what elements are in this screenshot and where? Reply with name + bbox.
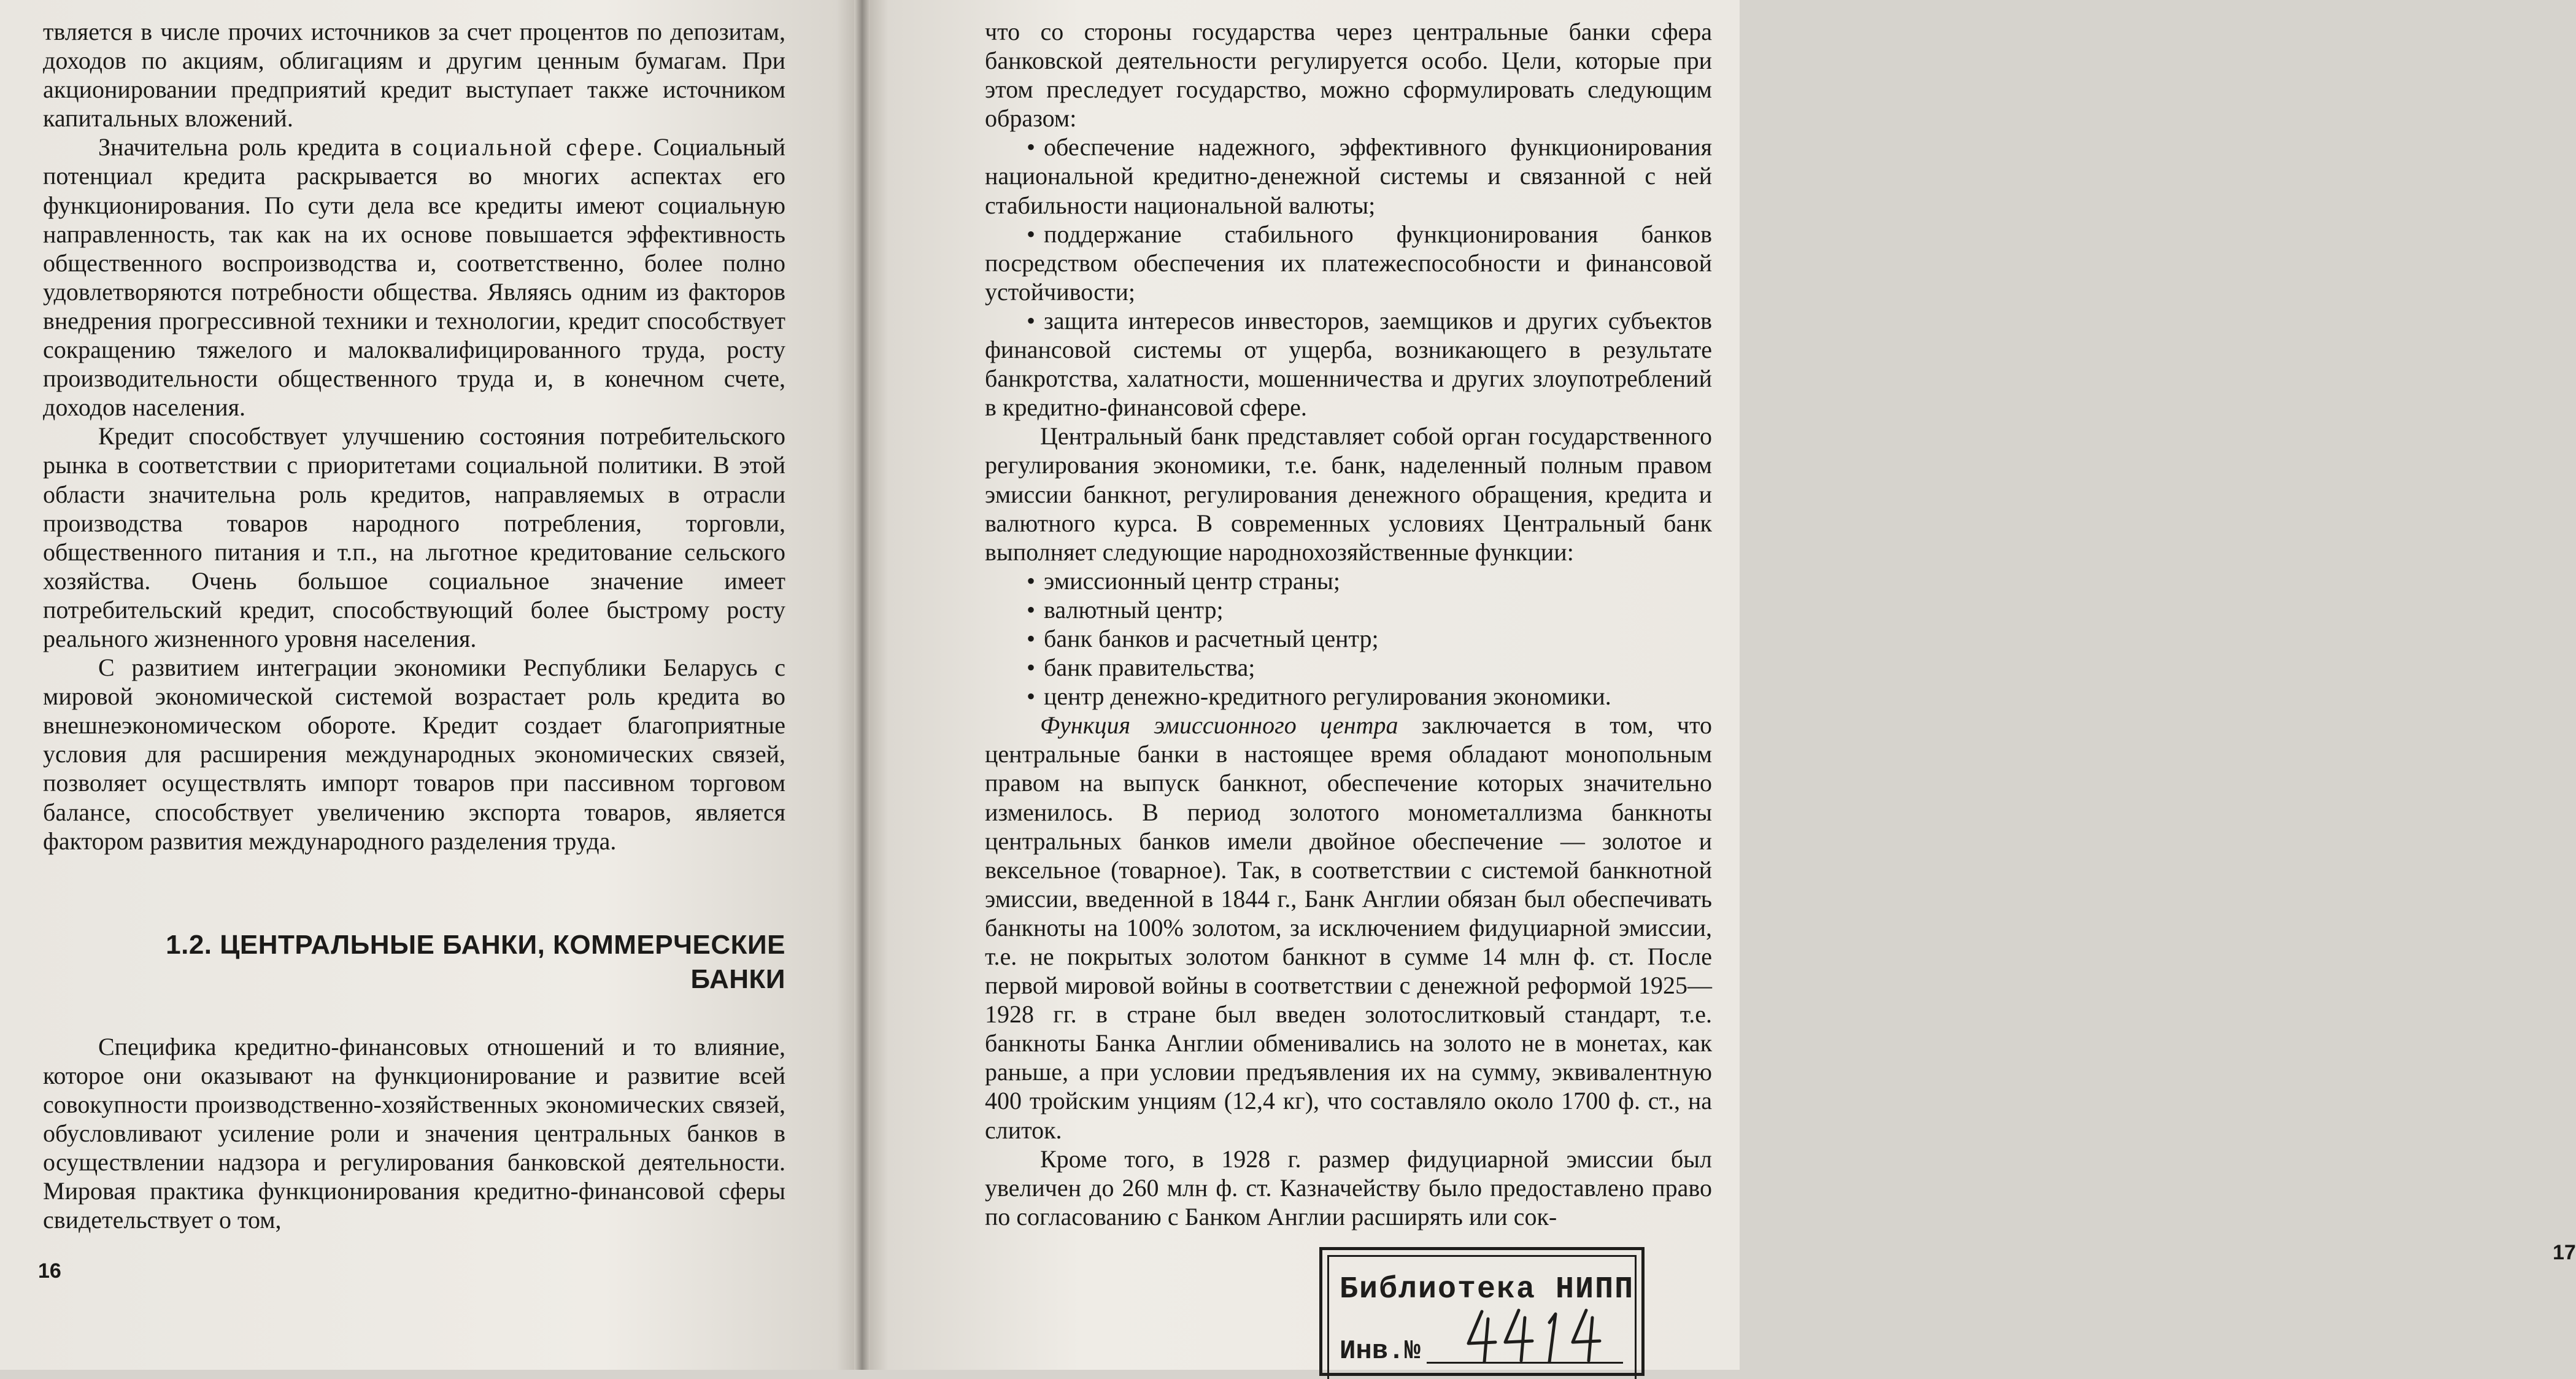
list-item: • валютный центр; xyxy=(985,595,1712,624)
paragraph xyxy=(985,711,1712,1144)
paragraph-text: . Социальный потенциал кредита раскрывается во многих аспектах его функционирования. По сути дела все кредиты имеют социальную направленность, так как на их основе повышается эффективность общественного воспроизводства и, соответственно, более полно удовлетворяются потребности общества. Являясь одним из факторов внедрения прогрессивной техники и технологии, кредит способствует сокращению тяжелого и малоквалифицированного труда, росту производительности общественного труда и, в конечном счете, доходов населения. xyxy=(43,133,785,422)
list-item: • банк банков и расчетный центр; xyxy=(985,624,1712,653)
paragraph: Кроме того, в 1928 г. размер фидуциарной эмиссии был увеличен до 260 млн ф. ст. Казначейству было предоставлено право по согласованию с Банком Англии расширять или сок- xyxy=(985,1145,1712,1230)
paragraph: твляется в числе прочих источников за счет процентов по депозитам, доходов по акциям, облигациям и другим ценным бумагам. При акционировании предприятий кредит выступает также источником капитальных вложений. xyxy=(43,18,785,133)
left-page xyxy=(0,0,862,1370)
italic-term: Функция эмиссионного центра xyxy=(1040,711,1398,740)
paragraph: С развитием интеграции экономики Республики Беларусь с мировой экономической системой возрастает роль кредита во внешнеэкономическом обороте. Кредит создает благоприятные условия для расширения международных экономических связей, позволяет осуществлять импорт товаров при пассивном торговом балансе, способствует увеличению экспорта товаров, является фактором развития международного разделения труда. xyxy=(43,654,785,855)
section-heading xyxy=(43,928,785,997)
library-stamp xyxy=(1319,1247,1645,1376)
page-number: 16 xyxy=(38,1259,61,1283)
list-item: • поддержание стабильного функционирования банков посредством обеспечения их платежеспособности и финансовой устойчивости; xyxy=(985,220,1712,306)
list-item: • обеспечение надежного, эффективного функционирования национальной кредитно-денежной системы и связанной с ней стабильности национальной валюты; xyxy=(985,133,1712,219)
stamp-library-name: Библиотека НИПП xyxy=(1340,1272,1635,1307)
list-item: • банк правительства; xyxy=(985,653,1712,682)
page-number: 17 xyxy=(2553,1241,2576,1264)
paragraph-text: заключается в том, что центральные банки в настоящее время обладают монопольным правом на выпуск банкнот, обеспечение которых значительно изменилось. В период золотого монометаллизма банкноты центральных банков имели двойное обеспечение — золотое и вексельное (товарное). Так, в соответствии с системой банкнотной эмиссии, введенной в 1844 г., Банк Англии обязан был обеспечивать банкноты на 100% золотом, за исключением фидуциарной эмиссии, т.е. не покрытых золотом банкнот в сумме 14 млн ф. ст. После первой мировой войны в соответствии с денежной реформой 1925—1928 гг. в стране был введен золотослитковый стандарт, т.е. банкноты Банка Англии обменивались на золото не в монетах, как раньше, а при условии предъявления их на сумму, эквивалентную 400 тройским унциям (12,4 кг), что составляло около 1700 ф. ст., на слиток. xyxy=(985,711,1713,1144)
paragraph: Центральный банк представляет собой орган государственного регулирования экономики, т.е. банк, наделенный полным правом эмиссии банкнот, регулирования денежного обращения, кредита и валютного курса. В современных условиях Центральный банк выполняет следующие народнохозяйственные функции: xyxy=(985,422,1712,566)
right-text-column xyxy=(985,17,1712,1231)
handwritten-inventory-number xyxy=(1463,1305,1605,1367)
paragraph-text: Значительна роль кредита в xyxy=(98,133,413,161)
spaced-emphasis: социальной сфере xyxy=(412,133,637,161)
paragraph: Кредит способствует улучшению состояния потребительского рынка в соответствии с приоритетами социальной политики. В этой области значительна роль кредитов, направляемых в отрасли производства товаров народного потребления, торговли, общественного питания и т.п., на льготное кредитование сельского хозяйства. Очень большое социальное значение имеет потребительский кредит, способствующий более быстрому росту реального жизненного уровня населения. xyxy=(43,422,785,652)
paragraph: что со стороны государства через центральные банки сфера банковской деятельности регулируется особо. Цели, которые при этом преследует государство, можно сформулировать следующим образом: xyxy=(985,18,1712,133)
list-item: • эмиссионный центр страны; xyxy=(985,566,1712,595)
section-heading-line: 1.2. ЦЕНТРАЛЬНЫЕ БАНКИ, КОММЕРЧЕСКИЕ xyxy=(166,929,785,960)
right-page xyxy=(862,0,2576,1370)
paragraph xyxy=(43,133,785,422)
list-item: • центр денежно-кредитного регулирования экономики. xyxy=(985,682,1712,711)
paragraph: Специфика кредитно-финансовых отношений и то влияние, которое они оказывают на функционирование и развитие всей совокупности производственно-хозяйственных экономических связей, обусловливают усиление роли и значения центральных банков в осуществлении надзора и регулирования банковской деятельности. Мировая практика функционирования кредитно-финансовой сферы свидетельствует о том, xyxy=(43,1032,785,1234)
section-heading-line: БАНКИ xyxy=(690,964,785,994)
book-gutter xyxy=(854,0,870,1370)
list-item: • защита интересов инвесторов, заемщиков и других субъектов финансовой системы от ущерба, возникающего в результате банкротства, халатности, мошенничества и других злоупотреблений в кредитно-финансовой сфере. xyxy=(985,306,1712,422)
stamp-inventory-label: Инв.№ xyxy=(1340,1336,1421,1367)
left-text-column xyxy=(43,17,785,1234)
